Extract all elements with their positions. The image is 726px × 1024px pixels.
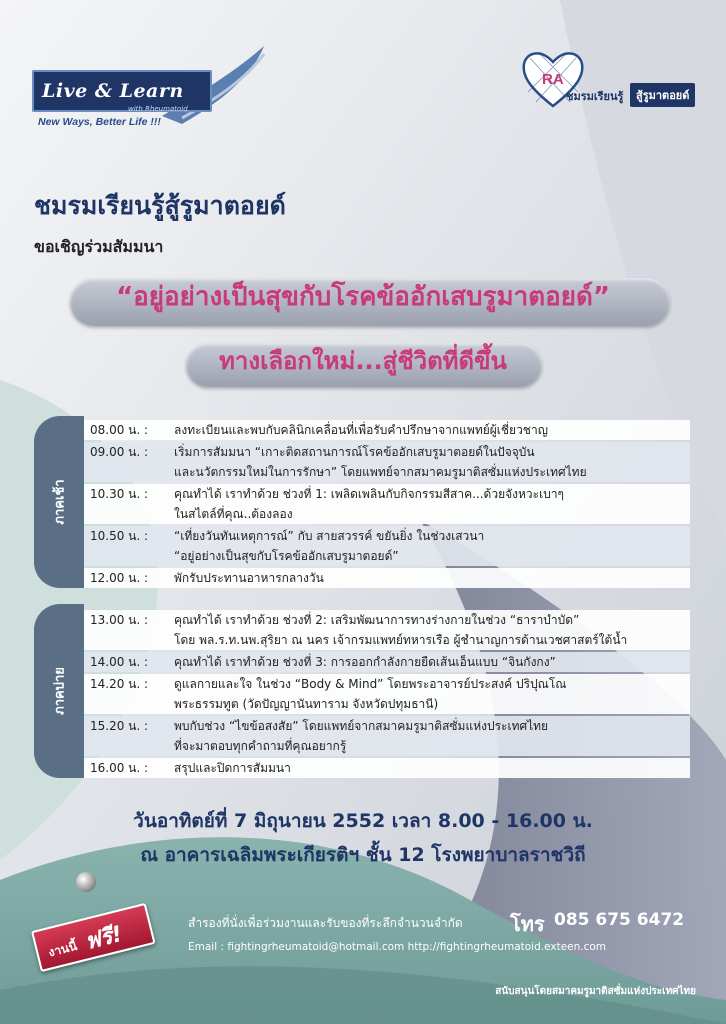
schedule-time: 16.00 น. : <box>90 761 149 775</box>
schedule-time: 10.50 น. : <box>90 529 149 543</box>
schedule-row <box>84 652 690 672</box>
afternoon-label: ภาคบ่าย <box>52 667 68 715</box>
schedule-row <box>84 568 690 588</box>
schedule-time: 09.00 น. : <box>90 445 149 459</box>
logo-subtitle: with Rheumatoid <box>128 105 188 113</box>
schedule-row <box>84 442 690 482</box>
schedule-text: คุณทำได้ เราทำด้วย ช่วงที่ 3: การออกกำลังกายยืดเส้นเอ็นแบบ “จินกังกง” <box>174 655 556 669</box>
schedule-text: คุณทำได้ เราทำด้วย ช่วงที่ 1: เพลิดเพลินกับกิจกรรมสีสาค...ด้วยจังหวะเบาๆ <box>174 487 564 501</box>
schedule-text: พักรับประทานอาหารกลางวัน <box>174 571 324 585</box>
live-and-learn-logo <box>32 64 228 134</box>
schedule-time: 13.00 น. : <box>90 613 149 627</box>
schedule-text: ที่จะมาตอบทุกคำถามที่คุณอยากรู้ <box>174 739 347 753</box>
club-title: ชมรมเรียนรู้สู้รูมาตอยด์ <box>34 191 286 220</box>
schedule-time: 08.00 น. : <box>90 423 149 437</box>
event-venue: ณ อาคารเฉลิมพระเกียรติฯ ชั้น 12 โรงพยาบาลราชวิถี <box>140 844 586 866</box>
schedule-time: 14.00 น. : <box>90 655 149 669</box>
schedule-row <box>84 484 690 524</box>
schedule-text: พบกับช่วง “ไขข้อสงสัย” โดยแพทย์จากสมาคมรูมาติสซั่มแห่งประเทศไทย <box>174 719 549 733</box>
schedule-text: คุณทำได้ เราทำด้วย ช่วงที่ 2: เสริมพัฒนาการทางร่างกายในช่วง “ธาราบำบัด” <box>174 613 580 627</box>
ra-club-logo <box>520 48 706 118</box>
schedule-row <box>84 758 690 778</box>
ra-badge: สู้รูมาตอยด์ <box>630 83 695 107</box>
schedule-text: โดย พล.ร.ท.นพ.สุริยา ณ นคร เจ้ากรมแพทย์ทหารเรือ ผู้ชำนาญการด้านเวชศาสตร์ใต้น้ำ <box>174 633 628 647</box>
seminar-title: “อยู่อย่างเป็นสุขกับโรคข้ออักเสบรูมาตอยด์” <box>116 282 610 312</box>
morning-session-tab <box>34 416 84 588</box>
sponsor-text: สนับสนุนโดยสมาคมรูมาติสซั่มแห่งประเทศไทย <box>495 986 696 997</box>
schedule-text: ในสไตล์ที่คุณ..ต้องลอง <box>174 507 293 521</box>
schedule-row <box>84 674 690 714</box>
schedule-text: “อยู่อย่างเป็นสุขกับโรคข้ออักเสบรูมาตอยด์” <box>174 549 399 563</box>
schedule-text: และนวัตกรรมใหม่ในการรักษา” โดยแพทย์จากสมาคมรูมาติสซั่มแห่งประเทศไทย <box>174 465 587 479</box>
free-badge-big: ฟรี! <box>82 921 125 956</box>
schedule-row <box>84 526 690 566</box>
morning-label: ภาคเช้า <box>52 479 68 525</box>
schedule-text: ลงทะเบียนและพบกับคลินิกเคลื่อนที่เพื่อรับคำปรึกษาจากแพทย์ผู้เชี่ยวชาญ <box>174 423 548 437</box>
free-badge-small: งานนี้ <box>46 938 79 960</box>
ra-club-text: ชมรมเรียนรู้ <box>566 90 624 103</box>
pin-icon <box>76 872 96 892</box>
afternoon-session-tab <box>34 604 84 778</box>
logo-tagline: New Ways, Better Life !!! <box>38 116 161 128</box>
tel-number[interactable]: 085 675 6472 <box>554 910 685 930</box>
event-date: วันอาทิตย์ที่ 7 มิถุนายน 2552 เวลา 8.00 - 16.00 น. <box>133 810 593 832</box>
schedule-text: ดูแลกายและใจ ในช่วง “Body & Mind” โดยพระอาจารย์ประสงค์ ปริปุณโณ <box>174 677 567 691</box>
seminar-subtitle: ทางเลือกใหม่...สู่ชีวิตที่ดีขึ้น <box>219 347 507 375</box>
schedule-text: พระธรรมทูต (วัดปัญญานันทาราม จังหวัดปทุมธานี) <box>174 697 439 711</box>
schedule-row <box>84 420 690 440</box>
schedule-text: “เที่ยงวันทันเหตุการณ์” กับ สายสวรรค์ ขยันยิ่ง ในช่วงเสวนา <box>174 529 485 543</box>
schedule-text: เริ่มการสัมมนา “เกาะติดสถานการณ์โรคข้ออักเสบรูมาตอยด์ในปัจจุบัน <box>174 445 535 459</box>
logo-title: Live & Learn <box>42 80 184 102</box>
schedule-time: 10.30 น. : <box>90 487 149 501</box>
contact-email[interactable]: Email : fightingrheumatoid@hotmail.com http://fightingrheumatoid.exteen.com <box>188 941 607 953</box>
schedule-row <box>84 716 690 756</box>
ra-mark: RA <box>542 71 564 88</box>
schedule-time: 14.20 น. : <box>90 677 149 691</box>
tel-label: โทร <box>510 912 545 936</box>
schedule-time: 15.20 น. : <box>90 719 149 733</box>
invite-text: ขอเชิญร่วมสัมมนา <box>34 237 164 256</box>
schedule-text: สรุปและปิดการสัมมนา <box>174 761 291 775</box>
schedule-row <box>84 610 690 650</box>
reserve-text: สำรองที่นั่งเพื่อร่วมงานและรับของที่ระลึกจำนวนจำกัด <box>188 916 463 930</box>
schedule-time: 12.00 น. : <box>90 571 149 585</box>
logo-box <box>32 70 212 112</box>
